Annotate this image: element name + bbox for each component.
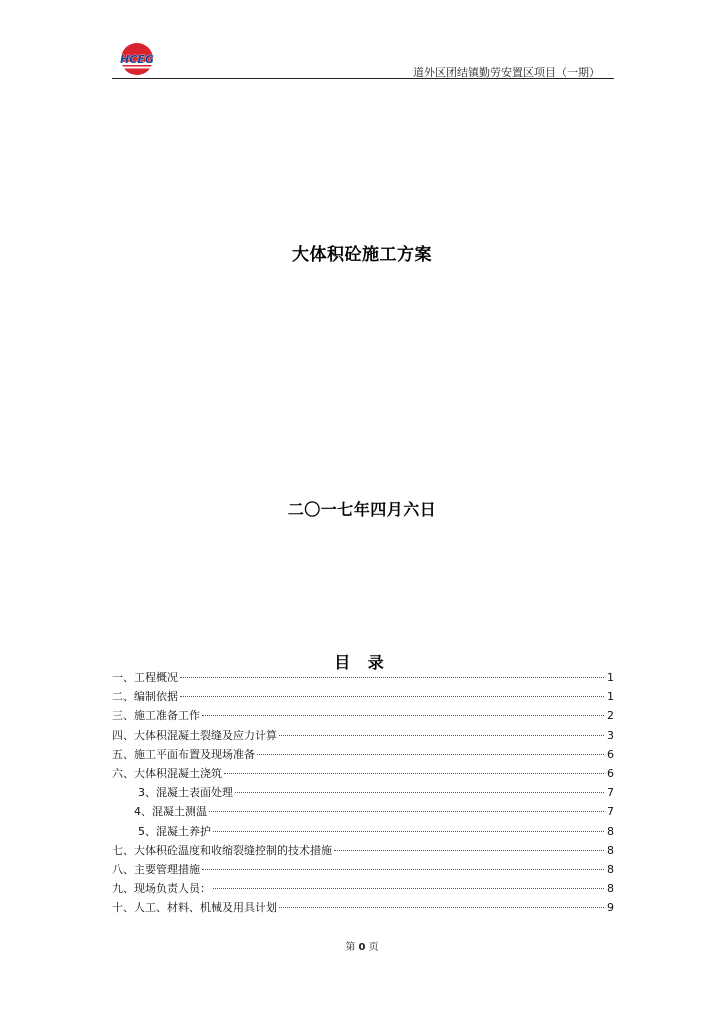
toc-entry-page: 8 [607, 843, 614, 857]
footer-suffix: 页 [368, 942, 379, 953]
toc-entry-label: 5、混凝土养护 [138, 824, 211, 838]
page-footer [0, 938, 724, 953]
toc-subentry[interactable] [112, 802, 614, 821]
toc-entry[interactable] [112, 898, 614, 917]
toc-leader-dots [279, 735, 604, 736]
toc-entry-label: 3、混凝土表面处理 [138, 786, 233, 800]
hceg-logo [112, 42, 162, 76]
document-title: 大体积砼施工方案 [292, 245, 432, 265]
toc-leader-dots [209, 811, 604, 812]
toc-leader-dots [180, 677, 604, 678]
toc-entry-page: 1 [607, 671, 614, 684]
toc-leader-dots [257, 754, 604, 755]
toc-leader-dots [334, 850, 604, 851]
toc-entry-label: 九、现场负责人员： [112, 882, 211, 896]
toc-entry-page: 6 [607, 747, 614, 761]
toc-entry-page: 8 [607, 882, 614, 896]
footer-prefix: 第 [345, 942, 356, 953]
toc-entry-page: 7 [607, 786, 614, 800]
header-divider [112, 78, 614, 79]
toc-entry[interactable] [112, 706, 614, 725]
toc-entry-page: 1 [607, 690, 614, 704]
toc-entry[interactable] [112, 879, 614, 898]
toc-leader-dots [202, 715, 604, 716]
toc-entry-label: 三、施工准备工作 [112, 709, 200, 723]
toc-entry[interactable] [112, 860, 614, 879]
table-of-contents [112, 668, 614, 917]
toc-leader-dots [224, 773, 604, 774]
document-date: 二〇一七年四月六日 [287, 500, 437, 519]
toc-entry-page: 3 [607, 728, 614, 742]
header-project-title: 道外区团结镇勤劳安置区项目（一期） [413, 66, 600, 79]
toc-entry-label: 十、人工、材料、机械及用具计划 [112, 901, 277, 915]
toc-heading: 目 录 [334, 653, 390, 672]
toc-entry-label: 一、工程概况 [112, 671, 178, 684]
logo-text: HCEG [120, 53, 154, 66]
toc-leader-dots [180, 696, 604, 697]
toc-entry-page: 8 [607, 824, 614, 838]
toc-entry-label: 七、大体积砼温度和收缩裂缝控制的技术措施 [112, 843, 332, 857]
toc-entry-page: 6 [607, 766, 614, 780]
toc-entry[interactable] [112, 726, 614, 745]
toc-leader-dots [202, 869, 604, 870]
footer-page-number: 0 [358, 942, 366, 953]
toc-entry[interactable] [112, 764, 614, 783]
toc-entry-label: 四、大体积混凝土裂缝及应力计算 [112, 728, 277, 742]
toc-entry[interactable] [112, 745, 614, 764]
toc-entry[interactable] [112, 841, 614, 860]
toc-entry[interactable] [112, 687, 614, 706]
toc-subentry[interactable] [112, 783, 614, 802]
toc-entry-page: 2 [607, 709, 614, 723]
toc-entry-page: 7 [607, 805, 614, 819]
toc-entry-label: 二、编制依据 [112, 690, 178, 704]
toc-subentry[interactable] [112, 822, 614, 841]
toc-leader-dots [213, 888, 604, 889]
toc-entry-page: 8 [607, 862, 614, 876]
toc-leader-dots [213, 831, 604, 832]
toc-entry-page: 9 [607, 901, 614, 915]
toc-entry-label: 六、大体积混凝土浇筑 [112, 766, 222, 780]
toc-leader-dots [235, 792, 604, 793]
toc-entry-label: 八、主要管理措施 [112, 862, 200, 876]
toc-leader-dots [279, 907, 604, 908]
toc-entry-label: 4、混凝土测温 [134, 805, 207, 819]
toc-entry-label: 五、施工平面布置及现场准备 [112, 747, 255, 761]
toc-entry[interactable] [112, 668, 614, 687]
